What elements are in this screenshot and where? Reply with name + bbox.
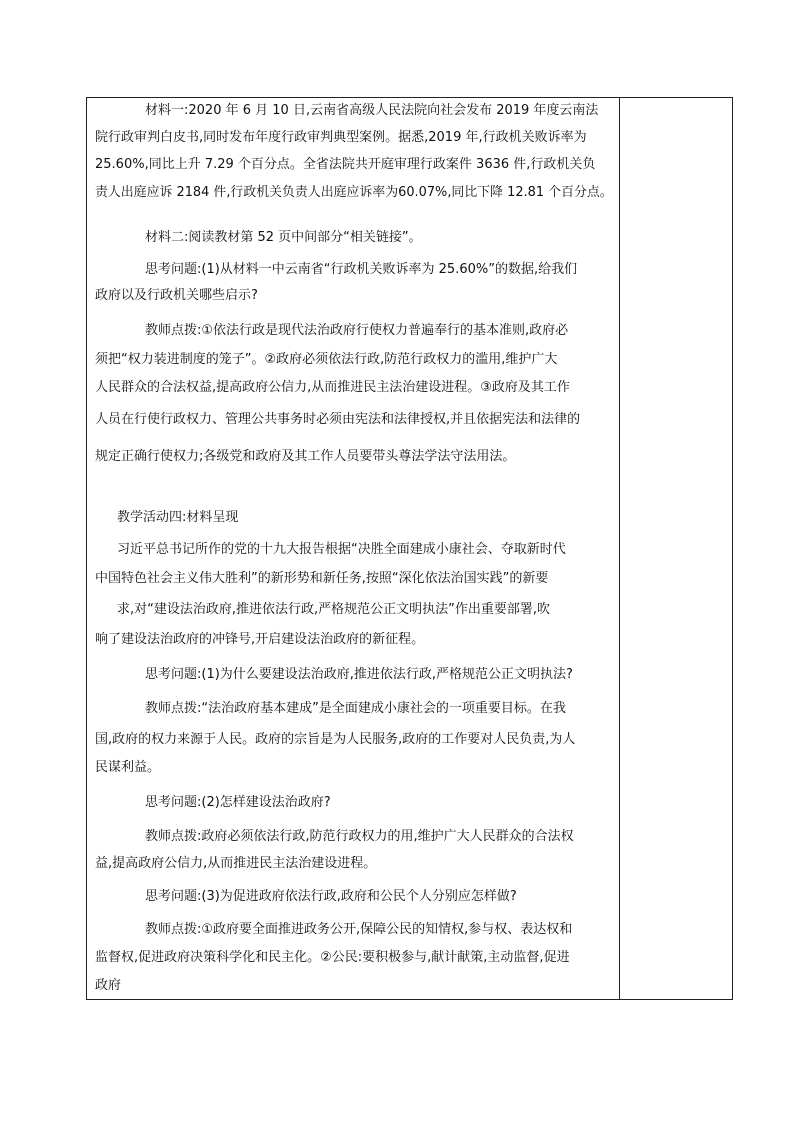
column-divider xyxy=(619,98,620,999)
text-line: 教师点拨:①依法行政是现代法治政府行使权力普遍奉行的基本准则,政府必 xyxy=(145,323,569,338)
text-line: 国,政府的权力来源于人民。政府的宗旨是为人民服务,政府的工作要对人民负责,为人 xyxy=(95,732,576,747)
text-line: 材料一:2020 年 6 月 10 日,云南省高级人民法院向社会发布 2019 年度云南法 xyxy=(145,103,599,118)
text-line: 人民群众的合法权益,提高政府公信力,从而推进民主法治建设进程。③政府及其工作 xyxy=(95,380,570,395)
text-line: 习近平总书记所作的党的十九大报告根据“决胜全面建成小康社会、夺取新时代 xyxy=(117,542,566,557)
text-line: 思考问题:(3)为促进政府依法行政,政府和公民个人分别应怎样做? xyxy=(145,889,517,904)
text-line: 思考问题:(2)怎样建设法治政府? xyxy=(145,795,331,810)
text-line: 思考问题:(1)为什么要建设法治政府,推进依法行政,严格规范公正文明执法? xyxy=(145,667,573,682)
text-line: 人员在行使行政权力、管理公共事务时必须由宪法和法律授权,并且依据宪法和法律的 xyxy=(95,412,581,427)
text-line: 院行政审判白皮书,同时发布年度行政审判典型案例。据悉,2019 年,行政机关败诉率为 xyxy=(95,130,587,145)
content-cell xyxy=(87,98,619,999)
text-line: 民谋利益。 xyxy=(95,760,161,775)
text-line: 求,对“建设法治政府,推进依法行政,严格规范公正文明执法”作出重要部署,吹 xyxy=(117,602,550,617)
section-heading: 教学活动四:材料呈现 xyxy=(117,510,239,525)
text-line: 责人出庭应诉 2184 件,行政机关负责人出庭应诉率为60.07%,同比下降 12.81 个百分点。 xyxy=(95,185,613,200)
text-line: 政府 xyxy=(95,978,122,993)
text-line: 须把“权力装进制度的笼子”。②政府必须依法行政,防范行政权力的滥用,维护广大 xyxy=(95,352,558,367)
text-line: 教师点拨:①政府要全面推进政务公开,保障公民的知情权,参与权、表达权和 xyxy=(145,922,573,937)
text-line: 思考问题:(1)从材料一中云南省“行政机关败诉率为 25.60%”的数据,给我们 xyxy=(145,262,578,277)
text-line: 25.60%,同比上升 7.29 个百分点。全省法院共开庭审理行政案件 3636 件,行政机关负 xyxy=(95,157,596,172)
text-line: 益,提高政府公信力,从而推进民主法治建设进程。 xyxy=(95,856,377,871)
text-line: 监督权,促进政府决策科学化和民主化。②公民:要积极参与,献计献策,主动监督,促进 xyxy=(95,950,570,965)
text-line: 规定正确行使权力;各级党和政府及其工作人员要带头尊法学法守法用法。 xyxy=(95,449,516,464)
text-line: 教师点拨:政府必须依法行政,防范行政权力的用,维护广大人民群众的合法权 xyxy=(145,829,574,844)
text-line: 材料二:阅读教材第 52 页中间部分“相关链接”。 xyxy=(145,230,422,245)
text-line: 教师点拨:“法治政府基本建成”是全面建成小康社会的一项重要目标。在我 xyxy=(145,701,566,716)
lesson-table xyxy=(86,97,733,1000)
text-line: 响了建设法治政府的冲锋号,开启建设法治政府的新征程。 xyxy=(95,632,425,647)
text-line: 中国特色社会主义伟大胜利”的新形势和新任务,按照“深化依法治国实践”的新要 xyxy=(95,571,549,586)
text-line: 政府以及行政机关哪些启示? xyxy=(95,288,258,303)
